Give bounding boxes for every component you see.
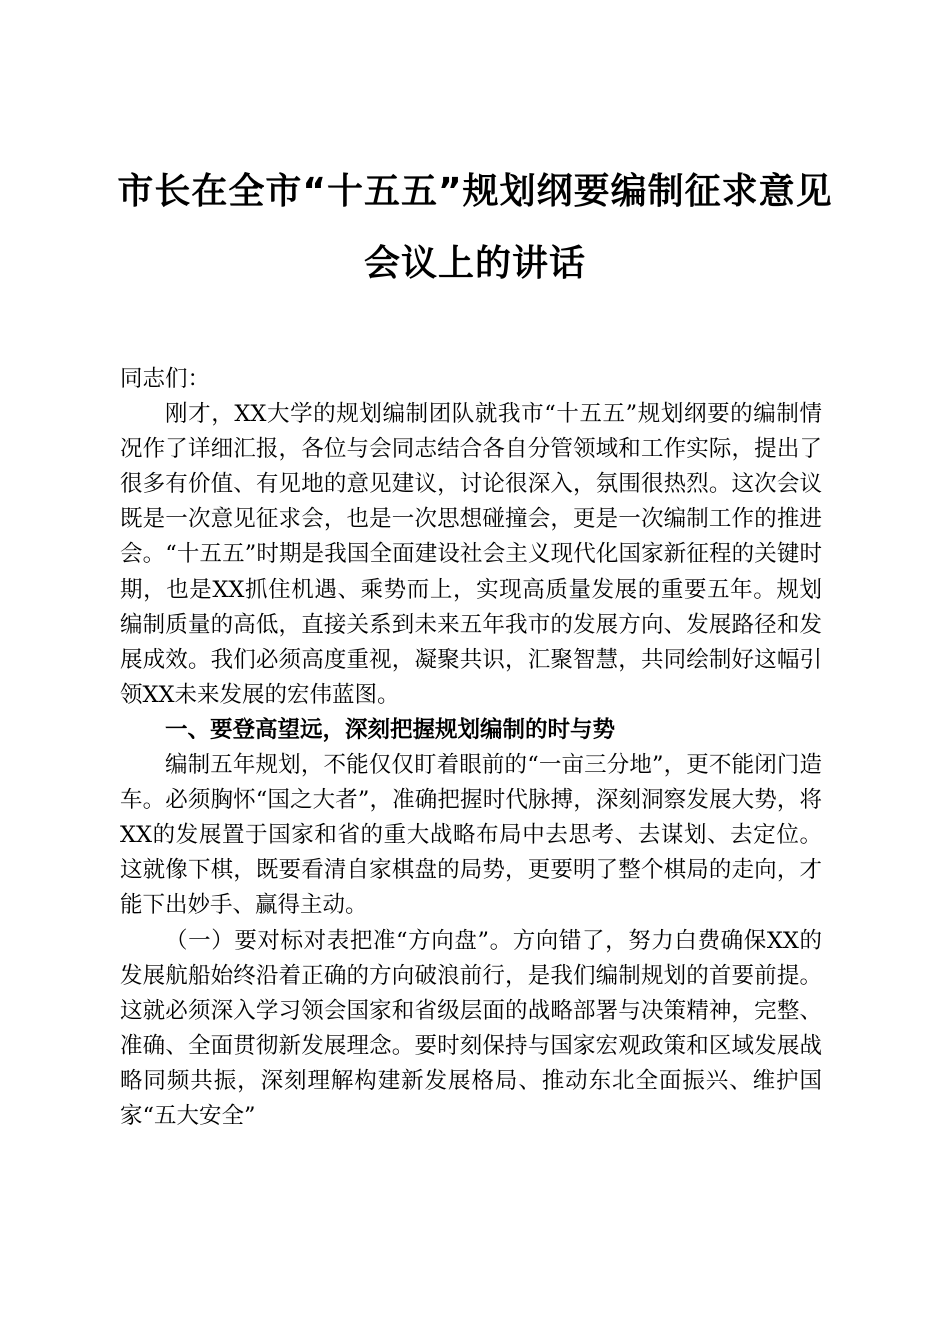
- section-heading-1: 一、要登高望远，深刻把握规划编制的时与势: [165, 716, 616, 743]
- document-title-line-1: 市长在全市“十五五”规划纲要编制征求意见: [117, 171, 833, 212]
- paragraph-intro: 刚才，XX大学的规划编制团队就我市“十五五”规划纲要的编制情况作了详细汇报，各位与会同志结合各自分管领域和工作实际，提出了很多有价值、有见地的意见建议，讨论很深入，氛围很热烈。这次会议既是一次意见征求会，也是一次思想碰撞会，更是一次编制工作的推进会。“十五五”时期是我国全面建设社会主义现代化国家新征程的关键时期，也是XX抓住机遇、乘势而上，实现高质量发展的重要五年。规划编制质量的高低，直接关系到未来五年我市的发展方向、发展路径和发展成效。我们必须高度重视，凝聚共识，汇聚智慧，共同绘制好这幅引领XX未来发展的宏伟蓝图。: [120, 401, 822, 708]
- document-title-line-2: 会议上的讲话: [363, 243, 586, 284]
- paragraph-section-1: 编制五年规划，不能仅仅盯着眼前的“一亩三分地”，更不能闭门造车。必须胸怀“国之大者”，准确把握时代脉搏，深刻洞察发展大势，将XX的发展置于国家和省的重大战略布局中去思考、去谋划、去定位。这就像下棋，既要看清自家棋盘的局势，更要明了整个棋局的走向，才能下出妙手、赢得主动。: [120, 752, 822, 919]
- salutation: 同志们：: [120, 366, 211, 392]
- document-body: [120, 362, 822, 1134]
- paragraph-subsection-1: （一）要对标对表把准“方向盘”。方向错了，努力白费确保XX的发展航船始终沿着正确的方向破浪前行，是我们编制规划的首要前提。这就必须深入学习领会国家和省级层面的战略部署与决策精神，完整、准确、全面贯彻新发展理念。要时刻保持与国家宏观政策和区域发展战略同频共振，深刻理解构建新发展格局、推动东北全面振兴、维护国家“五大安全”: [120, 927, 822, 1129]
